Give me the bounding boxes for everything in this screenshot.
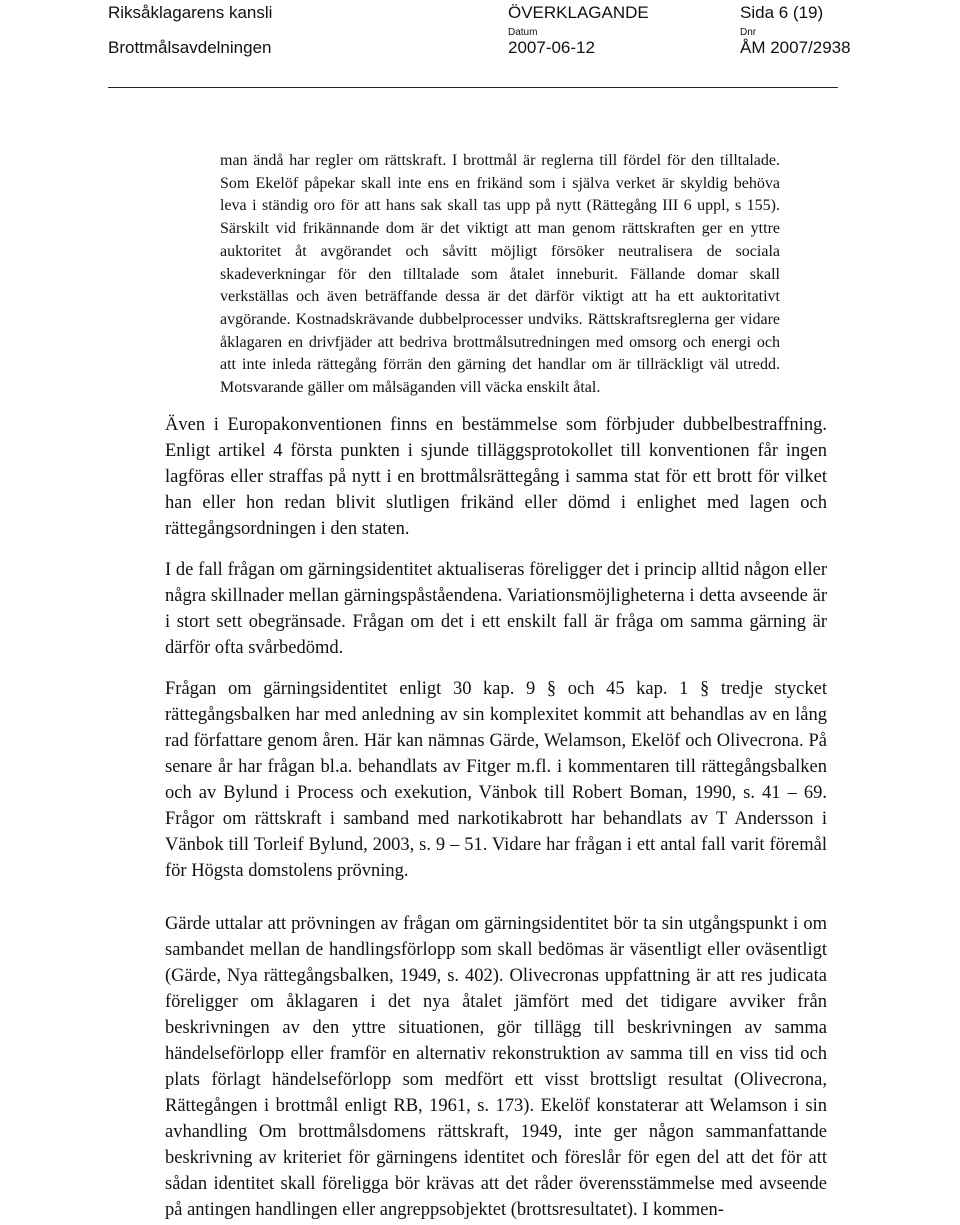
- paragraph: Även i Europakonventionen finns en bestämmelse som förbjuder dubbelbestraffning. Enligt artikel 4 första punkten i sjunde tilläggsprotokollet till konventionen får ingen lagföras eller straffas på nytt i en brottmålsrättegång i samma stat för ett brott för vilket han eller hon redan blivit slutligen frikänd eller dömd i enlighet med lagen och rättegångsordningen i den staten.: [165, 415, 827, 539]
- paragraph: I de fall frågan om gärningsidentitet aktualiseras föreligger det i princip alltid någon eller några skillnader mellan gärningspåståendena. Variationsmöjligheterna i detta avseende är i stort sett obegränsade. Frågan om det i ett enskilt fall är fråga om samma gärning är därför ofta svårbedömd.: [165, 560, 827, 658]
- date-label: Datum: [508, 27, 538, 38]
- header-divider: [108, 87, 838, 88]
- paragraph: Frågan om gärningsidentitet enligt 30 kap. 9 § och 45 kap. 1 § tredje stycket rättegångsbalken har med anledning av sin komplexitet kommit att behandlas av en lång rad författare genom åren. Här kan nämnas Gärde, Welamson, Ekelöf och Olivecrona. På senare år har frågan bl.a. behandlats av Fitger m.fl. i kommentaren till rättegångsbalken och av Bylund i Process och exekution, Vänbok till Robert Boman, 1990, s. 41 – 69. Frågor om rättskraft i samband med narkotikabrott har behandlats av T Andersson i Vänbok till Torleif Bylund, 2003, s. 9 – 51. Vidare har frågan i ett antal fall varit föremål för Högsta domstolens prövning.: [165, 679, 827, 881]
- authority-name: Riksåklagarens kansli: [108, 3, 273, 22]
- reg-number-label: Dnr: [740, 27, 757, 38]
- block-quote: man ändå har regler om rättskraft. I brottmål är reglerna till fördel för den tilltalade. Som Ekelöf påpekar skall inte ens en frikänd som i själva verket är skyldig behöva leva i ständig oro för att hans sak skall tas upp på nytt (Rättegång III 6 uppl, s 155). Särskilt vid frikännande dom är det viktigt att man genom rättskraften ger en yttre auktoritet åt avgörandet och såvitt möjligt försöker neutralisera de sociala skadeverkningar för den tilltalade som åtalet inneburit. Fällande domar skall verkställas och även beträffande dessa är det därför viktigt att ha ett auktoritativt avgörande. Kostnadskrävande dubbelprocesser undviks. Rättskraftsreglerna ger vidare åklagaren en drivfjäder att bedriva brottmålsutredningen med omsorg och energi och att inte inleda rättegång förrän den gärning det handlar om är tillräckligt väl utredd. Motsvarande gäller om målsäganden vill väcka enskilt åtal.: [220, 152, 780, 397]
- paragraph: Gärde uttalar att prövningen av frågan om gärningsidentitet bör ta sin utgångspunkt i om sambandet mellan de handlingsförlopp som skall bedömas är väsentligt eller oväsentligt (Gärde, Nya rättegångsbalken, 1949, s. 402). Olivecronas uppfattning är att res judicata föreligger om åklagaren i det nya åtalet jämfört med det tidigare avviker från beskrivningen av den yttre situationen, gör tillägg till beskrivningen av samma händelseförlopp eller framför en alternativ rekonstruktion av samma till en viss tid och plats förlagt händelseförlopp som medfört ett visst brottsligt resultat (Olivecrona, Rättegången i brottmål enligt RB, 1961, s. 173). Ekelöf konstaterar att Welamson i sin avhandling Om brottmålsdomens rättskraft, 1949, inte ger någon sammanfattande beskrivning av kriteriet för gärningens identitet och föreslår för egen del att det för att sådan identitet skall föreligga bör krävas att det råder överensstämmelse med avseende på antingen handlingen eller angreppsobjektet (brottsresultatet). I kommen-: [165, 914, 827, 1220]
- document-date: 2007-06-12: [508, 38, 595, 57]
- document-type: ÖVERKLAGANDE: [508, 3, 649, 22]
- page-number: Sida 6 (19): [740, 3, 824, 22]
- reg-number: ÅM 2007/2938: [740, 38, 851, 57]
- department-name: Brottmålsavdelningen: [108, 38, 272, 57]
